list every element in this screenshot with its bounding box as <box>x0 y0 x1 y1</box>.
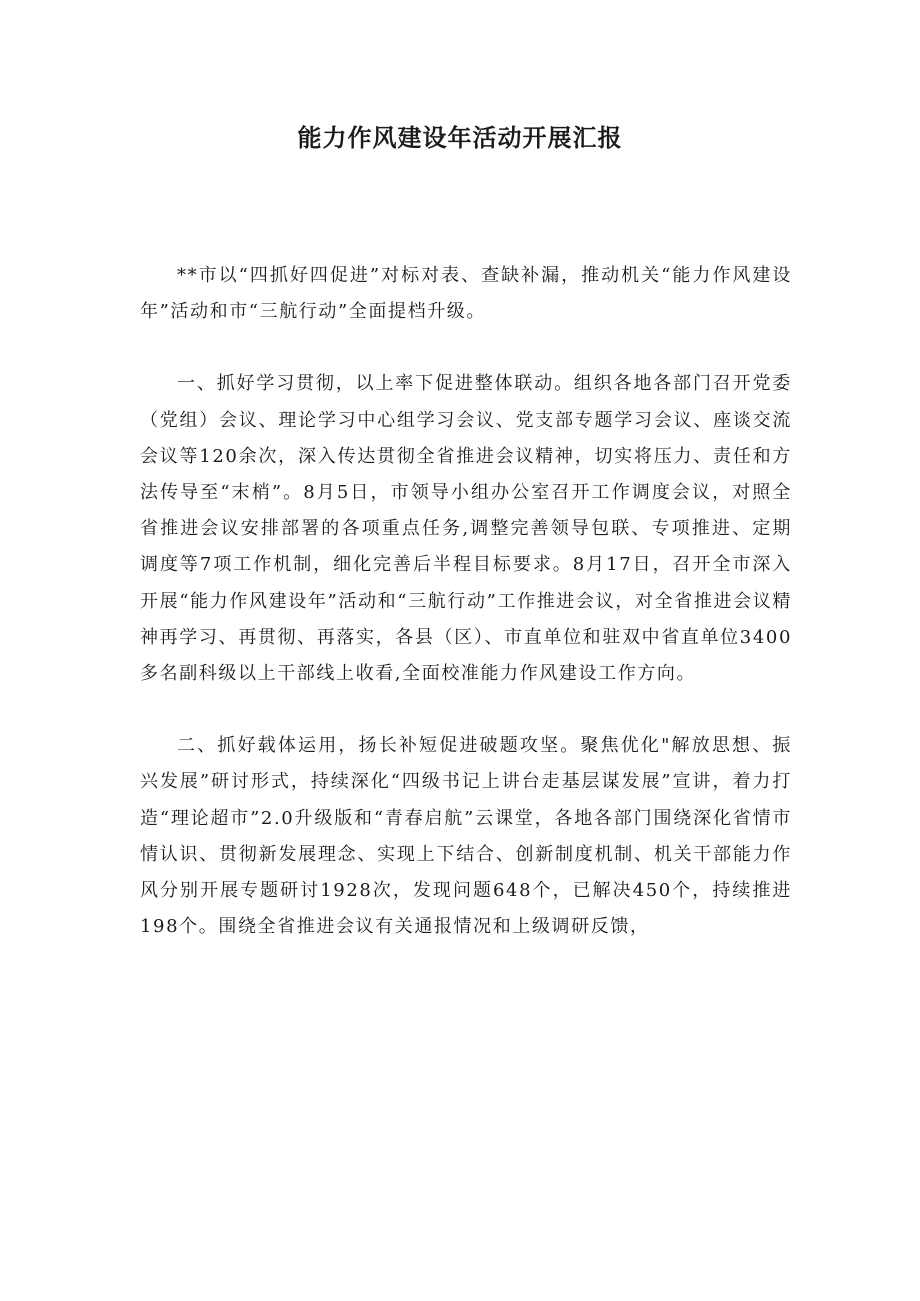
section-one-paragraph: 一、抓好学习贯彻，以上率下促进整体联动。组织各地各部门召开党委（党组）会议、理论学习中心组学习会议、党支部专题学习会议、座谈交流会议等120余次，深入传达贯彻全省推进会议精神，切实将压力、责任和方法传导至“末梢”。8月5日，市领导小组办公室召开工作调度会议，对照全省推进会议安排部署的各项重点任务,调整完善领导包联、专项推进、定期调度等7项工作机制，细化完善后半程目标要求。8月17日，召开全市深入开展“能力作风建设年”活动和“三航行动”工作推进会议，对全省推进会议精神再学习、再贯彻、再落实，各县（区）、市直单位和驻双中省直单位3400多名副科级以上干部线上收看,全面校准能力作风建设工作方向。 <box>140 373 792 685</box>
intro-paragraph: **市以“四抓好四促进”对标对表、查缺补漏，推动机关“能力作风建设年”活动和市“三航行动”全面提档升级。 <box>140 265 792 323</box>
document-title: 能力作风建设年活动开展汇报 <box>297 124 623 152</box>
document-body <box>140 258 792 981</box>
section-two-paragraph: 二、抓好载体运用，扬长补短促进破题攻坚。聚焦优化"解放思想、振兴发展”研讨形式，持续深化“四级书记上讲台走基层谋发展”宣讲，着力打造“理论超市”2.0升级版和“青春启航”云课堂，各地各部门围绕深化省情市情认识、贯彻新发展理念、实现上下结合、创新制度机制、机关干部能力作风分别开展专题研讨1928次，发现问题648个，已解决450个，持续推进198个。围绕全省推进会议有关通报情况和上级调研反馈， <box>140 735 792 938</box>
